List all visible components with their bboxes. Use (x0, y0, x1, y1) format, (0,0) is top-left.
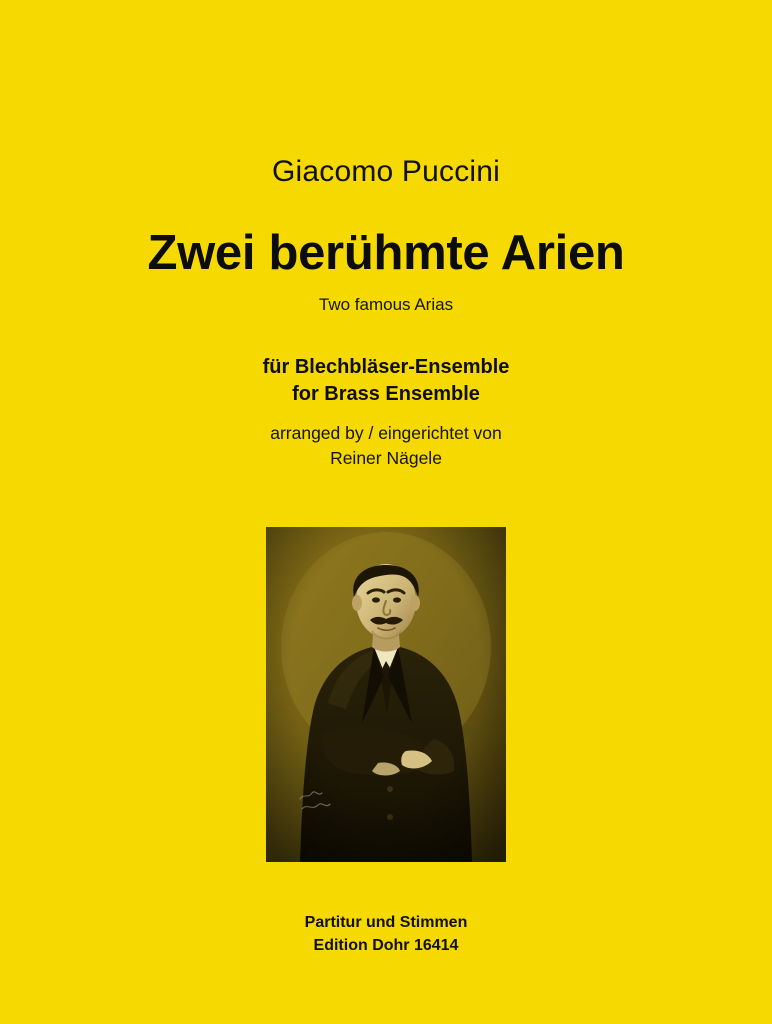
imprint-line-edition: Edition Dohr 16414 (313, 937, 459, 955)
instrumentation-english: for Brass Ensemble (292, 383, 480, 405)
imprint-line-parts: Partitur und Stimmen (304, 914, 468, 931)
imprint-block (0, 911, 772, 957)
instrumentation-block (0, 354, 772, 408)
arranger-block (0, 421, 772, 470)
arranger-name: Reiner Nägele (330, 447, 442, 468)
composer-portrait (266, 527, 506, 862)
page-title: Zwei berühmte Arien (147, 226, 625, 280)
arranger-label: arranged by / eingerichtet von (270, 423, 502, 443)
portrait-illustration (266, 527, 506, 862)
instrumentation-german: für Blechbläser-Ensemble (262, 356, 510, 378)
title-translation: Two famous Arias (318, 295, 454, 314)
composer-name: Giacomo Puccini (271, 155, 501, 188)
